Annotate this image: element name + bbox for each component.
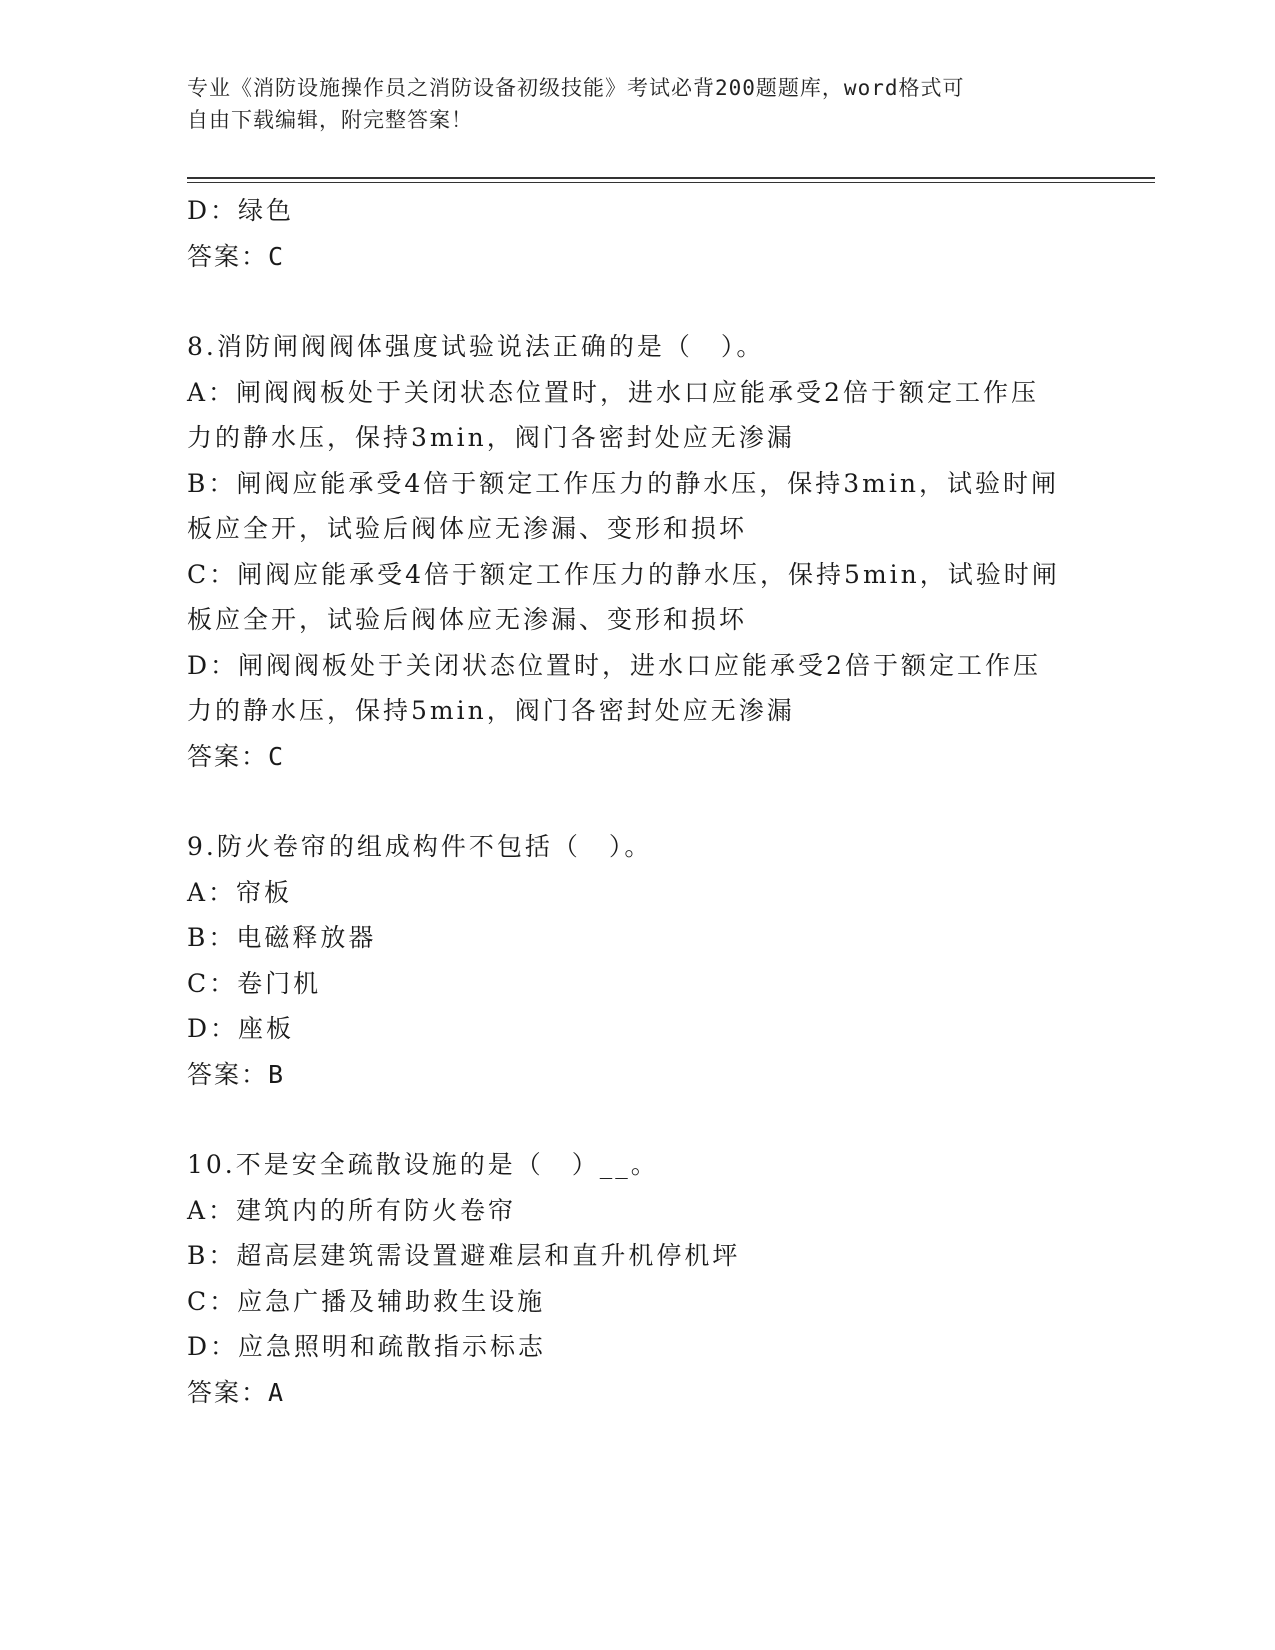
question-8 xyxy=(187,324,1087,779)
option-b: B：电磁释放器 xyxy=(187,923,377,952)
option-a: A：帘板 xyxy=(187,877,293,907)
option-c-line-2: 板应全开，试验后阀体应无渗漏、变形和损坏 xyxy=(187,605,748,634)
answer-line: 答案：A xyxy=(187,1377,286,1407)
header-divider xyxy=(187,177,1155,183)
question-9 xyxy=(187,824,1087,1097)
option-d: D：应急照明和疏散指示标志 xyxy=(187,1332,547,1361)
previous-question-tail xyxy=(187,188,1087,279)
question-text: 10.不是安全疏散设施的是（ ）__。 xyxy=(187,1150,659,1179)
option-d-line-2: 力的静水压，保持5min，阀门各密封处应无渗漏 xyxy=(187,696,795,725)
option-d-line-1: D：闸阀阀板处于关闭状态位置时，进水口应能承受2倍于额定工作压 xyxy=(187,650,1041,680)
question-text: 9.防火卷帘的组成构件不包括（ ）。 xyxy=(187,832,653,861)
spacer xyxy=(187,1097,1087,1142)
option-a-line-2: 力的静水压，保持3min，阀门各密封处应无渗漏 xyxy=(187,423,795,452)
option-a-line-1: A：闸阀阀板处于关闭状态位置时，进水口应能承受2倍于额定工作压 xyxy=(187,377,1039,407)
option-b: B：超高层建筑需设置避难层和直升机停机坪 xyxy=(187,1241,741,1270)
header-title-line-2: 自由下载编辑，附完整答案！ xyxy=(187,108,473,132)
option-c-line-1: C：闸阀应能承受4倍于额定工作压力的静水压，保持5min，试验时闸 xyxy=(187,559,1060,589)
option-c: C：卷门机 xyxy=(187,968,322,998)
answer-line: 答案：C xyxy=(187,241,286,271)
option-a: A：建筑内的所有防火卷帘 xyxy=(187,1195,517,1225)
document-body xyxy=(187,188,1087,1415)
answer-line: 答案：B xyxy=(187,1059,286,1089)
header-title-line-1: 专业《消防设施操作员之消防设备初级技能》考试必背200题题库，word格式可 xyxy=(187,76,965,100)
option-b-line-1: B：闸阀应能承受4倍于额定工作压力的静水压，保持3min，试验时闸 xyxy=(187,468,1059,498)
page-header xyxy=(187,72,1067,136)
option-b-line-2: 板应全开，试验后阀体应无渗漏、变形和损坏 xyxy=(187,514,748,543)
question-text: 8.消防闸阀阀体强度试验说法正确的是（ ）。 xyxy=(187,332,765,361)
question-10 xyxy=(187,1142,1087,1415)
answer-line: 答案：C xyxy=(187,741,286,771)
spacer xyxy=(187,779,1087,824)
option-d: D：座板 xyxy=(187,1014,295,1043)
option-c: C：应急广播及辅助救生设施 xyxy=(187,1286,546,1316)
option-d: D：绿色 xyxy=(187,196,295,225)
spacer xyxy=(187,279,1087,324)
